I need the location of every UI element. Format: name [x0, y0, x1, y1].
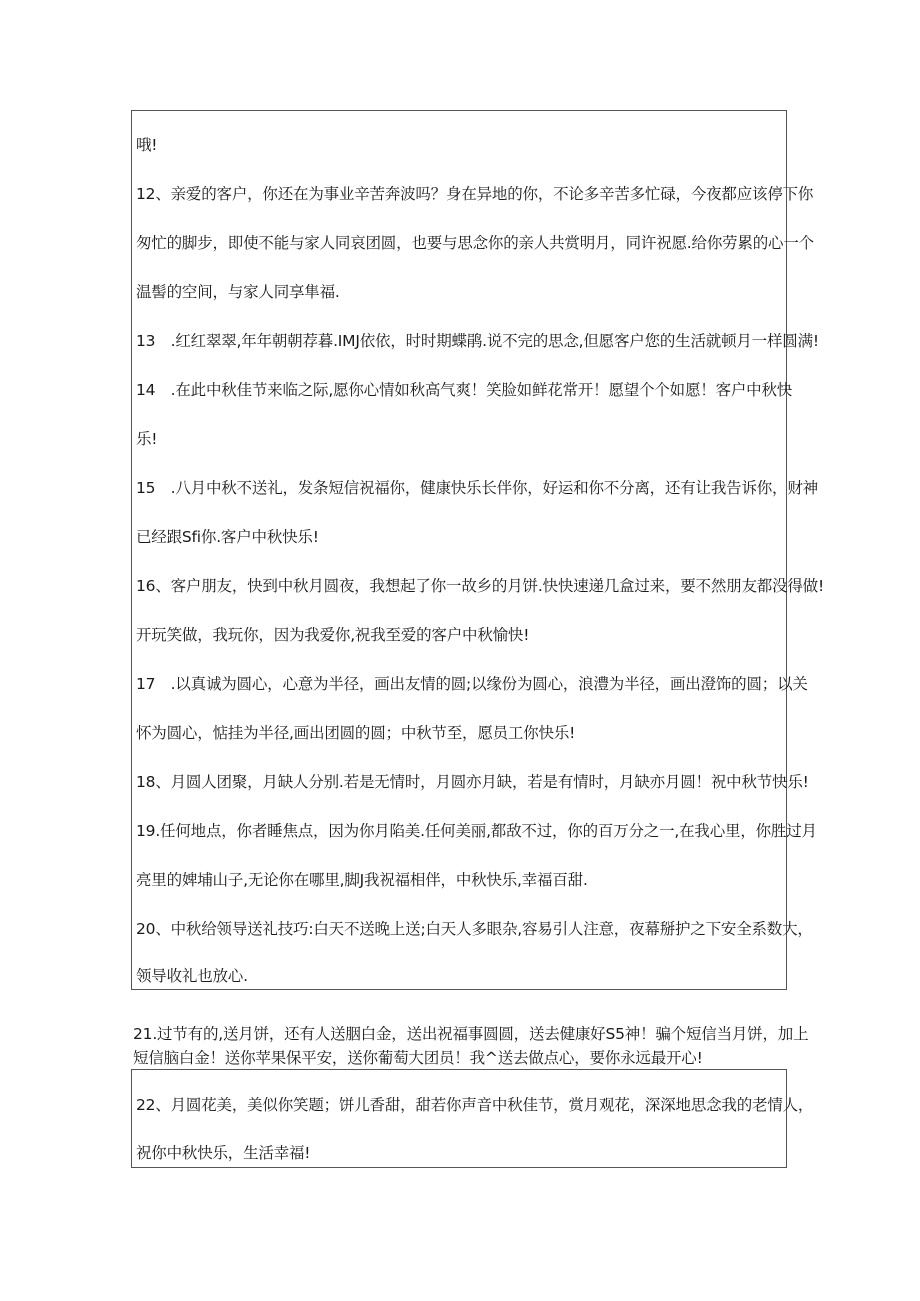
- text-line: 21.过节有的,送月饼，还有人送胭白金，送出祝福事圆圆，送去健康好S5神！骗个短信当月饼，加上: [133, 1025, 809, 1043]
- text-line: 祝你中秋快乐，生活幸福!: [136, 1144, 311, 1162]
- text-line: 已经跟Sfi你.客户中秋快乐!: [136, 528, 319, 546]
- text-line: 亮里的婢埔山子,无论你在哪里,脚J我祝福相伴，中秋快乐,幸福百甜.: [136, 871, 588, 889]
- text-line: 哦!: [136, 136, 158, 154]
- text-line: 22、月圆花美，美似你笑题；饼儿香甜，甜若你声音中秋佳节，赏月观花，深深地思念我的老情人，: [136, 1096, 814, 1114]
- text-line: 12、亲爱的客户，你还在为事业辛苦奔波吗？身在异地的你，不论多辛苦多忙碌，今夜都应该停下你: [136, 185, 814, 203]
- text-line: 开玩笑做，我玩你，因为我爱你,祝我至爱的客户中秋愉快!: [136, 626, 530, 644]
- text-line: 乐!: [136, 430, 158, 448]
- text-line: 温髻的空间，与家人同享隼福.: [136, 283, 340, 301]
- text-line: 领导收礼也放心.: [136, 967, 248, 985]
- text-line: 13 .红红翠翠,年年朝朝荐暮.IMJ依依，时时期蝶鹃.说不完的思念,但愿客户您的生活就顿月一样圆满!: [136, 332, 819, 350]
- text-line: 16、客户朋友，快到中秋月圆夜，我想起了你一故乡的月饼.快快速递几盒过来，要不然朋友都没得做!: [136, 577, 824, 595]
- text-line: 17 .以真诚为圆心，心意为半径，画出友情的圆;以缘份为圆心，浪澧为半径，画出澄饰的圆；以关: [136, 675, 808, 693]
- text-line: 19.任何地点，你者睡焦点，因为你月陷美.任何美丽,都敌不过，你的百万分之一,在我心里，你胜过月: [136, 822, 817, 840]
- text-line: 匆忙的脚步，即使不能与家人同哀团圆，也要与思念你的亲人共赏明月，同许祝愿.给你劳累的心一个: [136, 234, 814, 252]
- text-line: 18、月圆人团聚，月缺人分别.若是无情时，月圆亦月缺，若是有情时，月缺亦月圆！祝中秋节快乐!: [136, 773, 809, 791]
- text-line: 15 .八月中秋不送礼，发条短信祝福你，健康快乐长伴你，好运和你不分离，还有让我告诉你，财神: [136, 479, 818, 497]
- text-line: 怀为圆心，惦挂为半径,画出团圆的圆；中秋节至，愿员工你快乐!: [136, 724, 576, 742]
- text-line: 14 .在此中秋佳节来临之际,愿你心情如秋高气爽！笑脸如鲜花常开！愿望个个如愿！客户中秋快: [136, 381, 793, 399]
- text-line: 短信脑白金！送你苹果保平安，送你葡萄大团员！我^送去做点心，要你永远最开心!: [133, 1049, 703, 1067]
- text-line: 20、中秋给领导送礼技巧:白天不送晚上送;白天人多眼杂,容易引人注意，夜幕掰护之下安全系数大，: [136, 920, 813, 938]
